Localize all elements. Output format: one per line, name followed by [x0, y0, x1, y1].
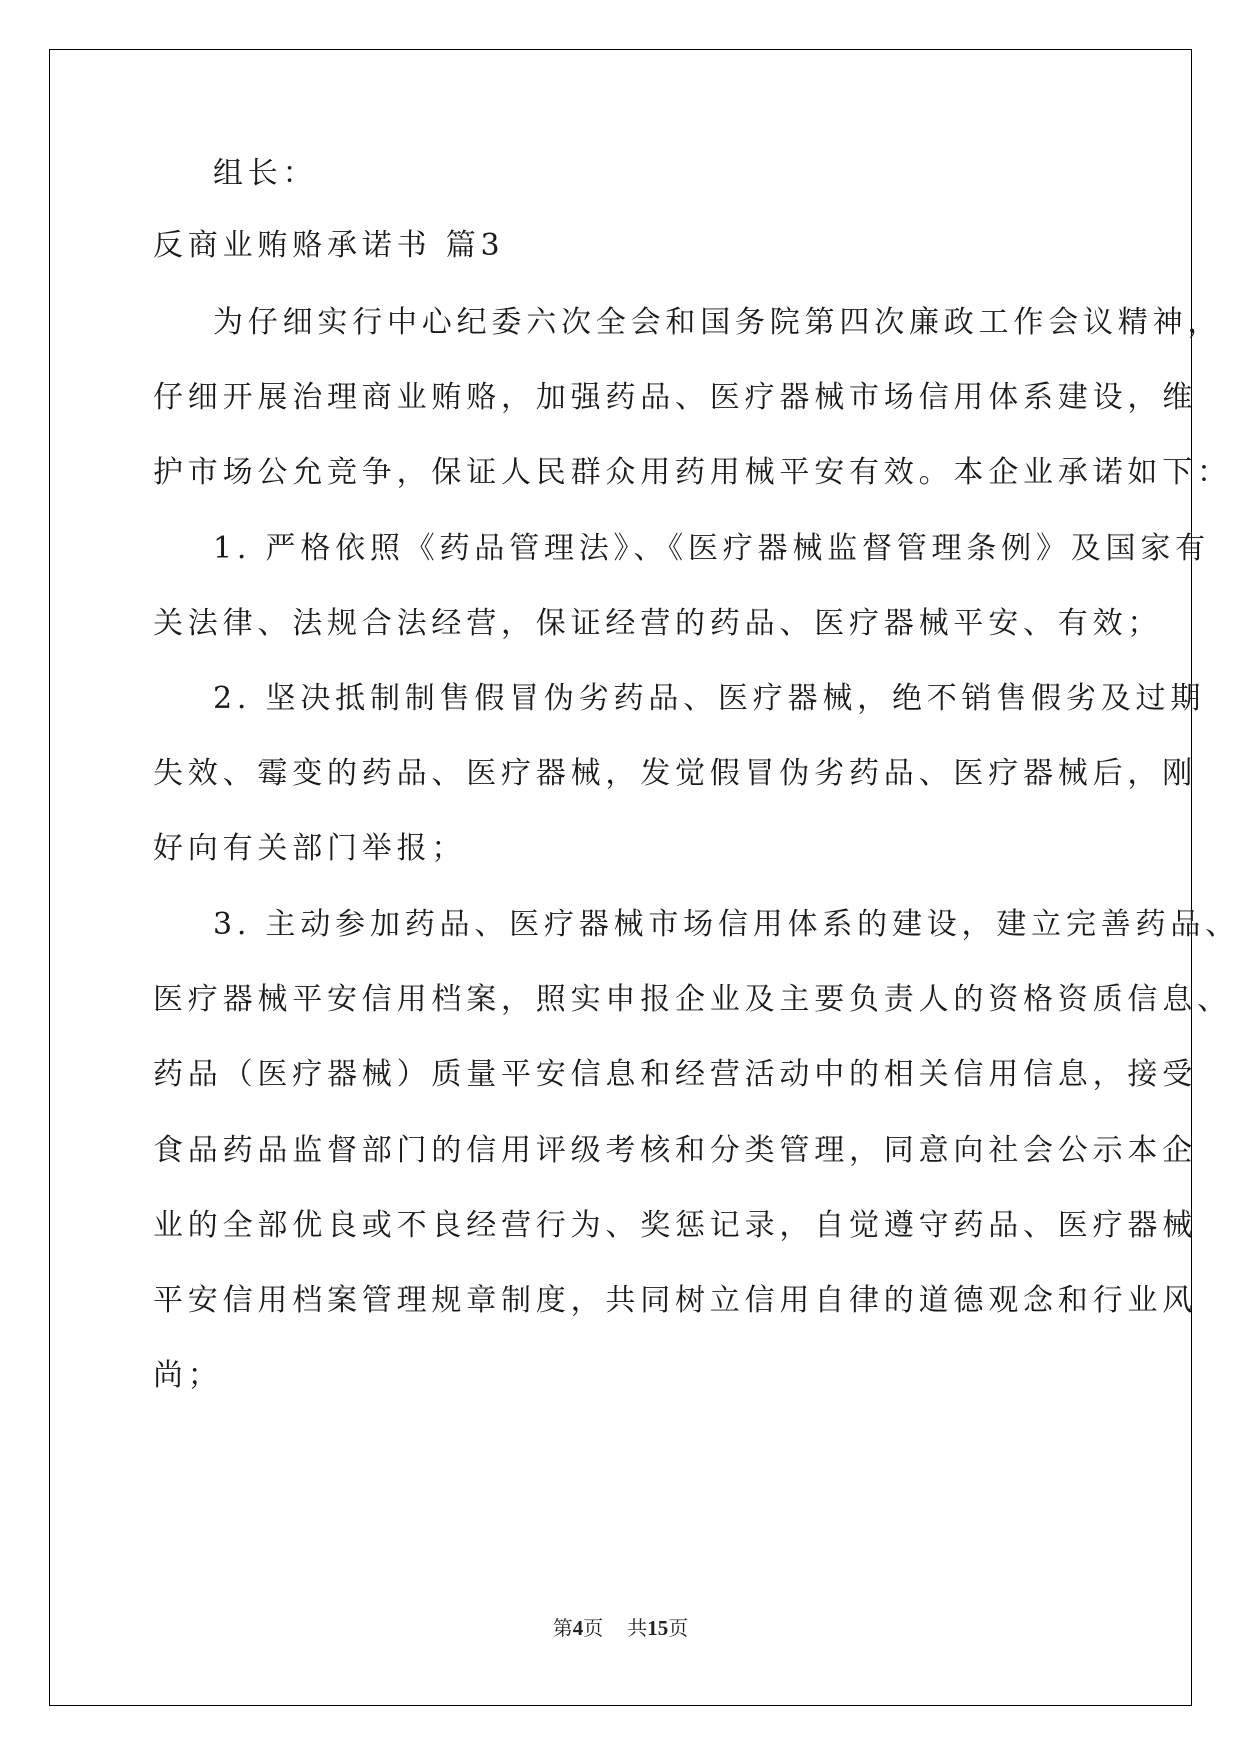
total-suffix: 页	[668, 1618, 689, 1640]
total-page-count: 15	[647, 1616, 669, 1640]
text-line: 护市场公允竞争，保证人民群众用药用械平安有效。本企业承诺如下：	[153, 455, 1232, 490]
text-line: 1. 严格依照《药品管理法》、《医疗器械监督管理条例》及国家有	[213, 531, 1210, 566]
text-line: 组长：	[213, 156, 318, 191]
page-border	[49, 49, 1192, 1706]
text-line: 2. 坚决抵制制售假冒伪劣药品、医疗器械，绝不销售假劣及过期	[213, 681, 1206, 716]
text-line: 失效、霉变的药品、医疗器械，发觉假冒伪劣药品、医疗器械后，刚	[153, 756, 1197, 791]
section-heading: 反商业贿赂承诺书 篇3	[153, 228, 505, 263]
current-page-number: 4	[572, 1616, 584, 1640]
total-prefix: 共	[627, 1618, 648, 1640]
text-line: 医疗器械平安信用档案，照实申报企业及主要负责人的资格资质信息、	[153, 982, 1232, 1017]
text-line: 仔细开展治理商业贿赂，加强药品、医疗器械市场信用体系建设，维	[153, 380, 1197, 415]
text-line: 业的全部优良或不良经营行为、奖惩记录，自觉遵守药品、医疗器械	[153, 1208, 1197, 1243]
text-line: 好向有关部门举报；	[153, 831, 467, 866]
page-suffix: 页	[583, 1618, 604, 1640]
text-line: 食品药品监督部门的信用评级考核和分类管理，同意向社会公示本企	[153, 1133, 1197, 1168]
page-footer	[0, 1612, 1241, 1641]
text-line: 尚；	[153, 1358, 223, 1393]
page-prefix: 第	[552, 1618, 573, 1640]
text-line: 药品（医疗器械）质量平安信息和经营活动中的相关信用信息，接受	[153, 1057, 1197, 1092]
text-line: 关法律、法规合法经营，保证经营的药品、医疗器械平安、有效；	[153, 606, 1163, 641]
text-line: 3. 主动参加药品、医疗器械市场信用体系的建设，建立完善药品、	[213, 907, 1240, 942]
text-line: 平安信用档案管理规章制度，共同树立信用自律的道德观念和行业风	[153, 1283, 1197, 1318]
text-line: 为仔细实行中心纪委六次全会和国务院第四次廉政工作会议精神，	[213, 305, 1223, 340]
